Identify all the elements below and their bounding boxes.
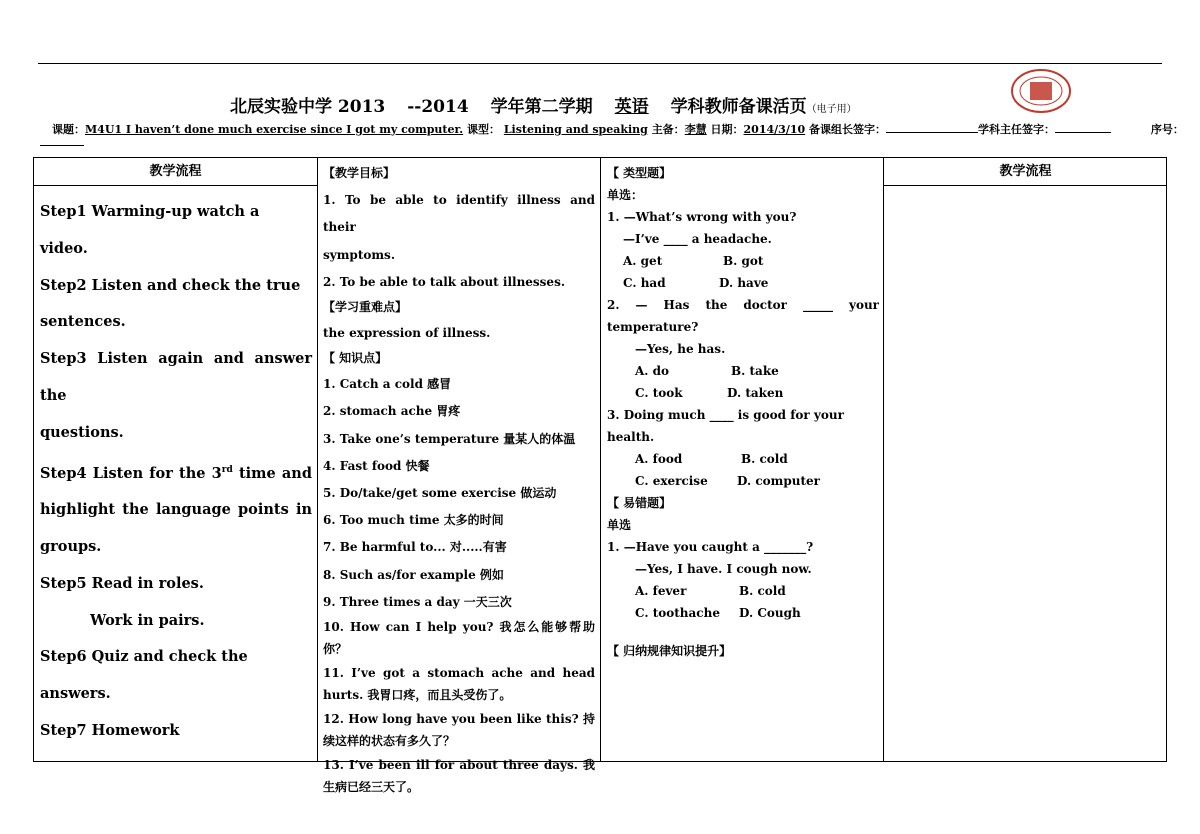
date-label: 日期： xyxy=(710,123,744,136)
question-line: —Yes, he has. xyxy=(635,342,726,356)
director-signature-blank xyxy=(1055,121,1111,133)
option: A. food xyxy=(635,452,683,466)
option: C. took xyxy=(635,386,683,400)
title-note: （电子用） xyxy=(806,104,857,115)
step-line: Step1 Warming-up watch a video. xyxy=(40,203,260,257)
points-title: 【 知识点】 xyxy=(323,351,388,366)
title-page-type: 学科教师备课活页 xyxy=(670,97,807,117)
options-row xyxy=(607,250,879,272)
point-item: 2. stomach ache 胃疼 xyxy=(323,404,461,419)
point-item: 10. How can I help you? 我怎么能够帮助你？ xyxy=(323,620,595,657)
options-row xyxy=(607,448,879,470)
question: 2. — Has the doctor _____ your xyxy=(607,298,879,312)
lesson-table xyxy=(33,157,1167,795)
lesson-info-line xyxy=(38,121,1184,137)
column-divider xyxy=(600,158,601,761)
options-row xyxy=(607,382,879,404)
types-title: 【 类型题】 xyxy=(607,166,672,180)
page-title xyxy=(230,92,990,117)
point-item: 8. Such as/for example 例如 xyxy=(323,567,504,582)
header-rule xyxy=(34,185,317,186)
goal-line: 2. To be able to talk about illnesses. xyxy=(323,274,566,289)
option: A. do xyxy=(635,364,670,378)
host-value: 李慧 xyxy=(684,123,707,136)
topic-label: 课题： xyxy=(52,123,85,136)
title-subject: 英语 xyxy=(614,97,649,117)
option: C. had xyxy=(623,276,666,290)
step-line: Step5 Read in roles. xyxy=(40,574,204,592)
serial-blank xyxy=(40,145,84,146)
point-item: 7. Be harmful to... 对.....有害 xyxy=(323,540,507,555)
leader-label: 备课组长签字： xyxy=(809,123,886,136)
title-school: 北辰实验中学 2013 xyxy=(230,97,386,117)
option: B. got xyxy=(723,254,764,268)
column-divider xyxy=(883,158,884,761)
option: D. taken xyxy=(727,386,784,400)
step-line: groups. xyxy=(40,538,102,555)
summary-title: 【 归纳规律知识提升】 xyxy=(607,644,732,658)
goal-line: 1. To be able to identify illness and their xyxy=(323,193,595,235)
step4-text: Step4 Listen for the 3 xyxy=(40,464,222,482)
point-item: 5. Do/take/get some exercise 做运动 xyxy=(323,486,557,501)
step-line xyxy=(40,452,312,493)
options-row xyxy=(607,580,879,602)
options-row xyxy=(607,470,879,492)
type-value: Listening and speaking xyxy=(503,123,648,136)
question: 1. —Have you caught a _______? xyxy=(607,540,814,554)
option: C. exercise xyxy=(635,474,708,488)
question-line: temperature? xyxy=(607,320,699,334)
column-divider xyxy=(317,158,318,761)
options-row xyxy=(607,602,879,624)
title-term: 学年第二学期 xyxy=(490,97,593,117)
option: D. have xyxy=(719,276,769,290)
option: D. Cough xyxy=(739,606,801,620)
title-year-tail: --2014 xyxy=(407,97,469,117)
step-line: Step6 Quiz and check the answers. xyxy=(40,648,248,703)
step4-tail: time and xyxy=(232,464,312,482)
serial-label: 序号： xyxy=(1150,123,1184,136)
point-item: 12. How long have you been like this? 持续这样的状态有多久了？ xyxy=(323,712,595,749)
type-label: 课型： xyxy=(466,123,500,136)
exercises xyxy=(607,162,879,662)
step-line: questions. xyxy=(40,423,124,441)
date-value: 2014/3/10 xyxy=(743,123,806,136)
point-item: 1. Catch a cold 感冒 xyxy=(323,377,452,392)
column-header-process: 教学流程 xyxy=(149,164,202,179)
single-choice-label: 单选： xyxy=(607,188,644,202)
errors-title: 【 易错题】 xyxy=(607,496,672,510)
question-line: —Yes, I have. I cough now. xyxy=(635,562,812,576)
options-row xyxy=(607,360,879,382)
goal-line: symptoms. xyxy=(323,247,395,262)
column-header-process-2: 教学流程 xyxy=(999,164,1052,179)
topic-value: M4U1 I haven’t done much exercise since I got my computer. xyxy=(85,123,464,136)
point-item: 11. I’ve got a stomach ache and head hurts. 我胃口疼，而且头受伤了。 xyxy=(323,666,595,703)
option: A. get xyxy=(623,254,663,268)
question: 1. —What’s wrong with you? xyxy=(607,210,797,224)
school-seal-logo xyxy=(1010,68,1072,114)
teaching-steps xyxy=(40,194,312,750)
key-text: the expression of illness. xyxy=(323,326,491,341)
single-choice-label: 单选 xyxy=(607,518,632,532)
goals-title: 【教学目标】 xyxy=(323,166,396,180)
question: 3. Doing much ____ is good for your health. xyxy=(607,408,844,444)
question-line: —I’ve ____ a headache. xyxy=(623,232,772,246)
options-row xyxy=(607,272,879,294)
step-line: sentences. xyxy=(40,313,126,331)
option: B. take xyxy=(731,364,779,378)
step-line: Step2 Listen and check the true xyxy=(40,276,301,294)
option: D. computer xyxy=(737,474,820,488)
top-rule xyxy=(38,63,1162,64)
step4-sup: rd xyxy=(221,464,233,475)
option: B. cold xyxy=(741,452,788,466)
point-item: 3. Take one’s temperature 量某人的体温 xyxy=(323,431,576,446)
key-title: 【学习重难点】 xyxy=(323,300,408,315)
step-line: Step7 Homework xyxy=(40,721,180,739)
option: A. fever xyxy=(635,584,687,598)
teaching-goals xyxy=(323,160,595,800)
step-line: highlight the language points in xyxy=(40,501,312,519)
host-label: 主备： xyxy=(651,123,685,136)
point-item: 13. I’ve been ill for about three days. 我生病已经三天了。 xyxy=(323,758,595,795)
step-line: Work in pairs. xyxy=(90,611,205,629)
step-line: Step3 Listen again and answer the xyxy=(40,350,312,404)
director-label: 学科主任签字： xyxy=(978,123,1055,136)
point-item: 4. Fast food 快餐 xyxy=(323,458,430,473)
header-rule xyxy=(883,185,1166,186)
point-item: 9. Three times a day 一天三次 xyxy=(323,594,512,609)
point-item: 6. Too much time 太多的时间 xyxy=(323,513,504,528)
option: B. cold xyxy=(739,584,786,598)
option: C. toothache xyxy=(635,606,720,620)
leader-signature-blank xyxy=(886,121,978,133)
